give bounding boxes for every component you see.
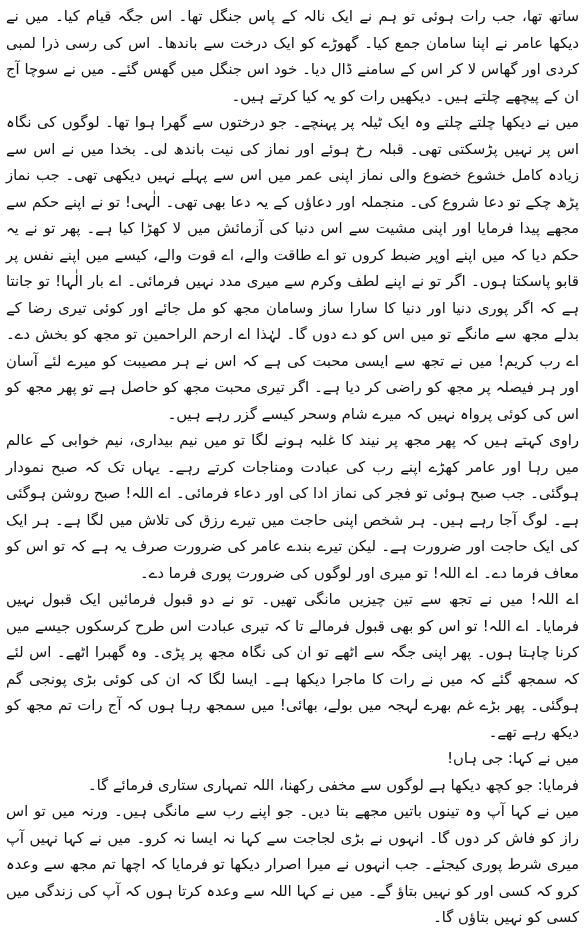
paragraph-three-requests: اے اللہ! میں نے تجھ سے تین چیزیں مانگی تھیں۔ تو نے دو قبول فرمائیں ایک قبول نہیں فرمایا۔ اے اللہ! تو اس کو بھی قبول فرمالے تا کہ تیری عبادت اس طرح کرسکوں جیسے میں کرنا چاہتا ہوں۔ پھر اپنی جگہ سے اٹھے تو ان کی نگاہ مجھ پر پڑی۔ وہ گھبرا اٹھے۔ اس لئے کہ سمجھ گئے کہ میں نے رات کا ماجرا دیکھا ہے۔ ایسا لگا کہ ان کی کوئی بڑی پونجی گم ہوگئی۔ پھر بڑے غم بھرے لہجہ میں بولے، بھائی! میں سمجھ رہا ہوں کہ آج رات تم مجھ کو دیکھ رہے تھے۔ <box>6 591 579 741</box>
paragraph-dawn-prayer: راوی کہتے ہیں کہ پھر مجھ پر نیند کا غلبہ ہونے لگا تو میں نیم بیداری، نیم خوابی کے عالم میں رہا اور عامر کھڑے اپنے رب کی عبادت ومناجات کرتے رہے۔ یہاں تک کہ صبح نمودار ہوگئی۔ جب صبح ہوئی تو فجر کی نماز ادا کی اور دعاء فرمائی۔ اے اللہ! صبح روشن ہوگئی ہے۔ لوگ آجا رہے ہیں۔ ہر شخص اپنی حاجت میں تیرے رزق کی تلاش میں لگا ہے۔ ہر ایک کی ایک حاجت اور ضرورت ہے۔ لیکن تیرے بندے عامر کی ضرورت صرف یہ ہے کہ تو اس کو معاف فرما دے۔ اے اللہ! تو میری اور لوگوں کی ضرورت پوری فرما دے۔ <box>6 432 579 582</box>
paragraph-journey-camp: ساتھ تھا، جب رات ہوئی تو ہم نے ایک نالہ کے پاس جنگل تھا۔ اس جگہ قیام کیا۔ میں نے دیکھا عامر نے اپنا سامان جمع کیا۔ گھوڑے کو ایک درخت سے باندھا۔ اس کی رسی ذرا لمبی کردی اور گھاس لا کر اس کے سامنے ڈال دیا۔ خود اس جنگل میں گھس گئے۔ میں نے سوچا آج ان کے پیچھے چلتے ہیں۔ دیکھیں رات کو یہ کیا کرتے ہیں۔ <box>6 8 579 105</box>
paragraph-reply-yes: میں نے کہا: جی ہاں! <box>447 750 579 767</box>
paragraph-night-prayer: میں نے دیکھا چلتے چلتے وہ ایک ٹیلہ پر پہنچے۔ جو درختوں سے گھرا ہوا تھا۔ لوگوں کی نگاہ اس پر نہیں پڑسکتی تھی۔ قبلہ رخ ہوئے اور نماز کی نیت باندھ لی۔ بخدا میں نے اس سے زیادہ کامل خشوع خضوع والی نماز اپنی عمر میں اس سے پہلے نہیں دیکھی تھی۔ جب نماز پڑھ چکے تو دعا شروع کی۔ منجملہ اور دعاؤں کے یہ دعا بھی تھی۔ الٰہی! تو نے اپنے حکم سے مجھے پیدا فرمایا اور اپنی مشیت سے اس دنیا کی آزمائش میں لا کھڑا کیا ہے۔ پھر تو نے یہ حکم دیا کہ میں اپنے اوپر ضبط کروں تو اے طاقت والے، اے قوت والے، کیسے میں اپنے نفس پر قابو پاسکتا ہوں۔ اگر تو نے اپنے لطف وکرم سے میری مدد نہیں فرمائی۔ اے بار الٰہا! تو جانتا ہے کہ اگر پوری دنیا اور دنیا کا سارا ساز وسامان مجھ کو مل جائے اور کوئی تیری رضا کے بدلے مجھ سے مانگے تو میں اس کو دے دوں گا۔ لہٰذا اے ارحم الراحمین تو مجھ کو بخش دے۔ اے رب کریم! میں نے تجھ سے ایسی محبت کی ہے کہ اس نے ہر مصیبت کو میرے لئے آسان اور ہر فیصلہ پر مجھ کو راضی کر دیا ہے۔ اگر تیری محبت مجھ کو حاصل ہے تو پھر مجھ کو اس کی کوئی پرواہ نہیں کہ میرے شام وسحر کیسے گزر رہے ہیں۔ <box>6 114 579 423</box>
paragraph-promise: میں نے کہا آپ وہ تینوں باتیں مجھے بتا دیں۔ جو اپنے رب سے مانگی ہیں۔ ورنہ میں تو اس راز کو فاش کر دوں گا۔ انہوں نے بڑی لجاجت سے کہا نہ ایسا نہ کرو۔ میں نے کہا نہیں آپ میری شرط پوری کیجئے۔ جب انہوں نے میرا اصرار دیکھا تو فرمایا کہ اچھا تم مجھ سے وعدہ کرو کہ کسی اور کو نہیں بتاؤ گے۔ میں نے کہا اللہ سے وعدہ کرتا ہوں کہ آپ کی زندگی میں کسی کو نہیں بتاؤں گا۔ <box>6 803 579 926</box>
paragraph-keep-secret: فرمایا: جو کچھ دیکھا ہے لوگوں سے مخفی رکھنا، اللہ تمہاری ستاری فرمائے گا۔ <box>87 776 579 794</box>
